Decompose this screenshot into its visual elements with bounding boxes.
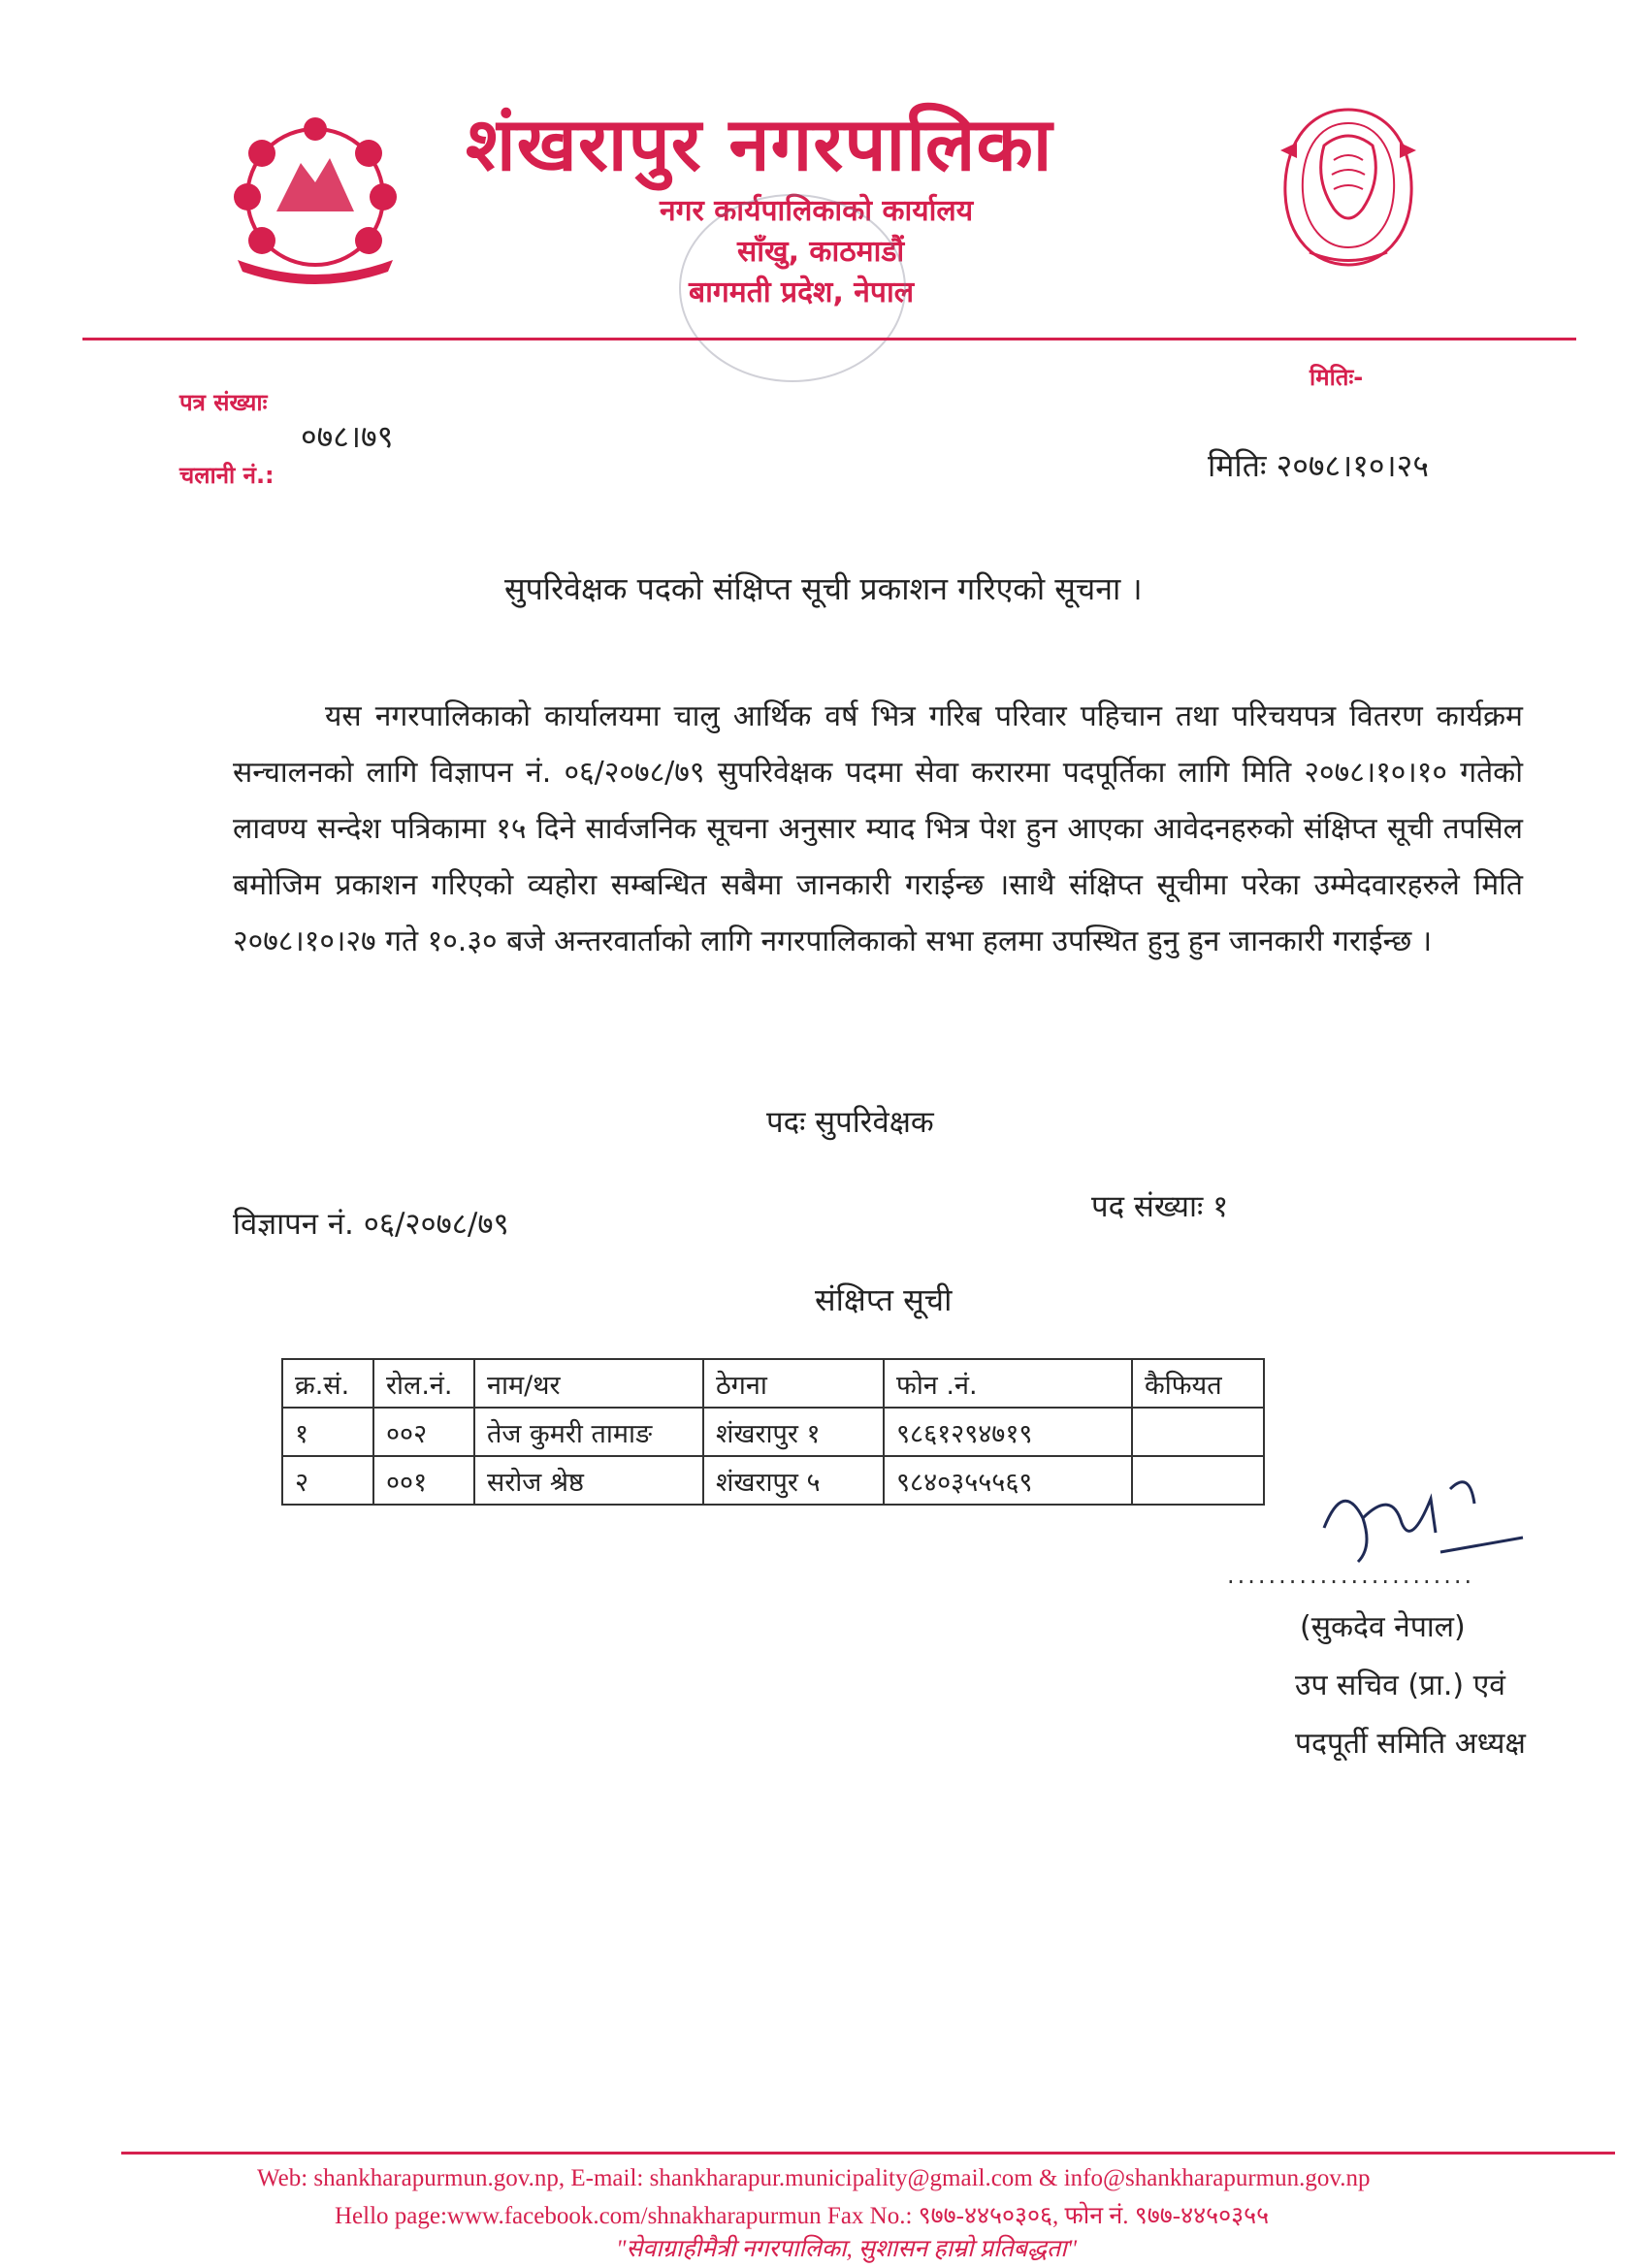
table-header-row	[282, 1359, 1264, 1408]
column-header-serial: क्र.सं.	[282, 1359, 373, 1408]
ref-number: ०७८।७९	[301, 418, 394, 455]
office-location: साँखु, काठमाडौं	[737, 235, 905, 269]
header-divider	[82, 338, 1576, 340]
footer-social-line: Hello page:www.facebook.com/shnakharapurmun Fax No.: ९७७-४४५०३०६, फोन नं. ९७७-४४५०३५५	[335, 2203, 1270, 2229]
cell-remarks	[1132, 1408, 1264, 1456]
cell-roll: ००२	[373, 1408, 474, 1456]
footer-motto: "सेवाग्राहीमैत्री नगरपालिका, सुशासन हाम्रो प्रतिबद्धता"	[616, 2236, 1078, 2262]
municipality-title: शंखरापुर नगरपालिका	[466, 101, 1053, 187]
notice-subject: सुपरिवेक्षक पदको संक्षिप्त सूची प्रकाशन गरिएको सूचना ।	[504, 570, 1143, 607]
letter-date: मितिः २०७८।१०।२५	[1208, 447, 1429, 484]
signatory-role: पदपूर्ती समिति अध्यक्ष	[1295, 1727, 1526, 1761]
handwritten-signature	[1305, 1460, 1537, 1576]
post-title: पदः सुपरिवेक्षक	[766, 1105, 934, 1140]
shortlist-table	[281, 1358, 1265, 1506]
table-row	[282, 1456, 1264, 1505]
shortlist-title: संक्षिप्त सूची	[815, 1281, 953, 1318]
table-row	[282, 1408, 1264, 1456]
date-label: मितिः-	[1310, 364, 1364, 391]
cell-serial: १	[282, 1408, 373, 1456]
column-header-roll: रोल.नं.	[373, 1359, 474, 1408]
signature-line: ........................	[1227, 1562, 1475, 1589]
office-province: बागमती प्रदेश, नेपाल	[689, 275, 915, 309]
cell-name: तेज कुमरी तामाङ	[474, 1408, 703, 1456]
cell-remarks	[1132, 1456, 1264, 1505]
office-name: नगर कार्यपालिकाको कार्यालय	[660, 194, 974, 228]
cell-serial: २	[282, 1456, 373, 1505]
signatory-title: उप सचिव (प्रा.) एवं	[1295, 1669, 1505, 1702]
nepal-emblem-icon	[218, 105, 412, 289]
column-header-address: ठेगना	[703, 1359, 884, 1408]
cell-phone: ९८४०३५५५६९	[884, 1456, 1132, 1505]
cell-name: सरोज श्रेष्ठ	[474, 1456, 703, 1505]
office-stamp	[679, 194, 906, 382]
footer-divider	[121, 2152, 1615, 2155]
dispatch-number-label: चलानी नं.:	[179, 462, 275, 489]
column-header-remarks: कैफियत	[1132, 1359, 1264, 1408]
cell-address: शंखरापुर १	[703, 1408, 884, 1456]
ref-number-label: पत्र संख्याः	[179, 389, 268, 416]
cell-address: शंखरापुर ५	[703, 1456, 884, 1505]
advertisement-number: विज्ञापन नं. ०६/२०७८/७९	[233, 1207, 509, 1242]
cell-phone: ९८६१२९४७१९	[884, 1408, 1132, 1456]
signatory-name: (सुकदेव नेपाल)	[1300, 1610, 1466, 1644]
post-count: पद संख्याः १	[1091, 1189, 1229, 1224]
column-header-name: नाम/थर	[474, 1359, 703, 1408]
notice-body: यस नगरपालिकाको कार्यालयमा चालु आर्थिक वर्ष भित्र गरिब परिवार पहिचान तथा परिचयपत्र वितरण कार्यक्रम सन्चालनको लागि विज्ञापन नं. ०६/२०७८/७९ सुपरिवेक्षक पदमा सेवा करारमा पदपूर्तिका लागि मिति २०७८।१०।१० गतेको लावण्य सन्देश पत्रिकामा १५ दिने सार्वजनिक सूचना अनुसार म्याद भित्र पेश हुन आएका आवेदनहरुको संक्षिप्त सूची तपसिल बमोजिम प्रकाशन गरिएको व्यहोरा सम्बन्धित सबैमा जानकारी गराईन्छ ।साथै संक्षिप्त सूचीमा परेका उम्मेदवारहरुले मिति २०७८।१०।२७ गते १०.३० बजे अन्तरवार्ताको लागि नगरपालिकाको सभा हलमा उपस्थित हुनु हुन जानकारी गराईन्छ ।	[233, 699, 1523, 958]
footer-contact-line: Web: shankharapurmun.gov.np, E-mail: shankharapur.municipality@gmail.com & info@shankharapurmun.gov.np	[257, 2165, 1371, 2191]
column-header-phone: फोन .नं.	[884, 1359, 1132, 1408]
conch-shell-icon	[1276, 102, 1421, 272]
cell-roll: ००१	[373, 1456, 474, 1505]
